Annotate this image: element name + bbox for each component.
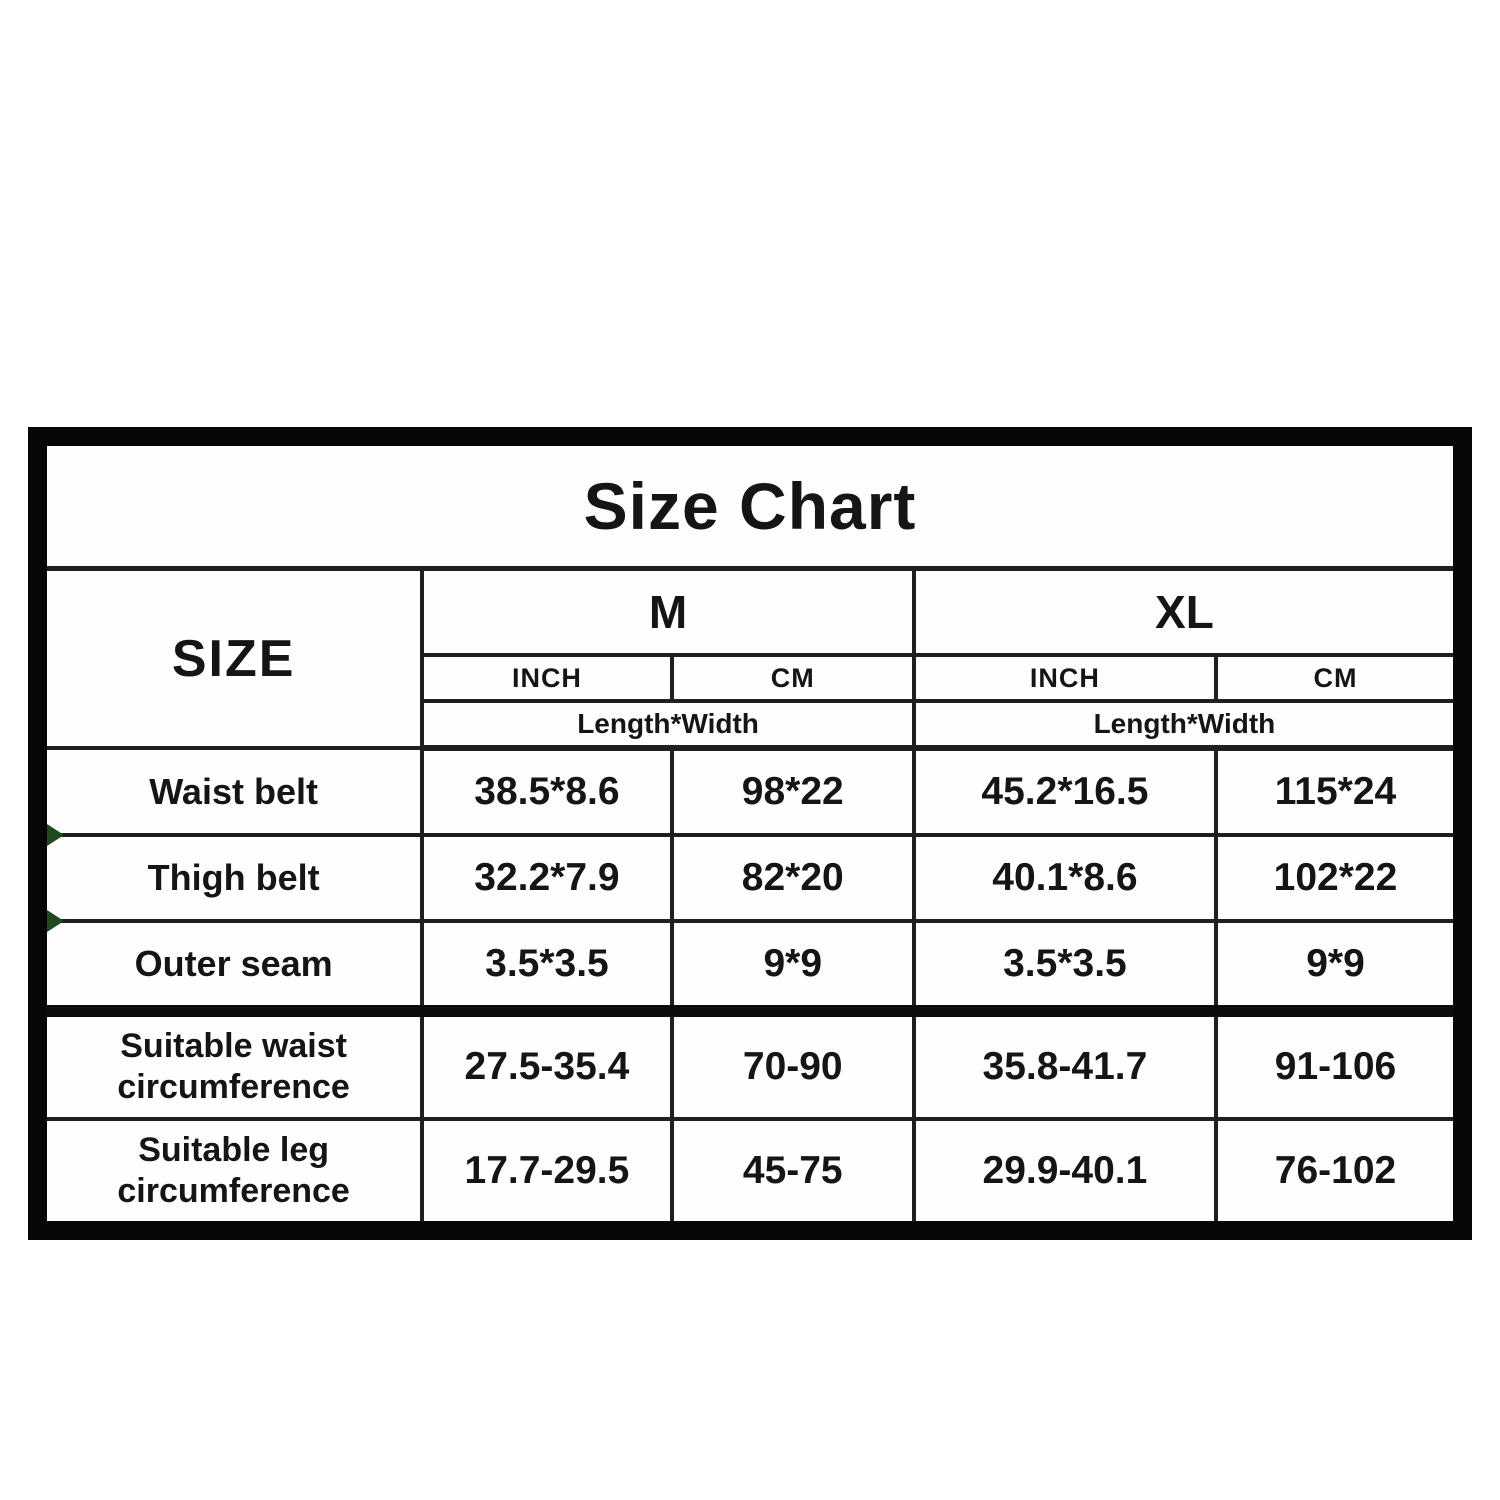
row-label: Waist belt	[38, 748, 423, 835]
cell-value: 3.5*3.5	[914, 921, 1216, 1011]
cell-value: 35.8-41.7	[914, 1011, 1216, 1119]
dimension-label-m: Length*Width	[422, 701, 914, 748]
table-row-waist-belt	[38, 748, 1463, 835]
cell-value: 40.1*8.6	[914, 835, 1216, 921]
row-label: Suitable leg circumference	[38, 1119, 423, 1231]
cell-value: 115*24	[1216, 748, 1463, 835]
size-column-m: M	[422, 569, 914, 656]
unit-m-cm: CM	[672, 655, 914, 701]
table-row-thigh-belt	[38, 835, 1463, 921]
cell-value: 45.2*16.5	[914, 748, 1216, 835]
unit-m-inch: INCH	[422, 655, 671, 701]
row-label: Thigh belt	[38, 835, 423, 921]
green-marker-triangle	[47, 824, 64, 846]
size-header-row	[38, 569, 1463, 656]
cell-value: 27.5-35.4	[422, 1011, 671, 1119]
cell-value: 82*20	[672, 835, 914, 921]
cell-value: 76-102	[1216, 1119, 1463, 1231]
row-label: Outer seam	[38, 921, 423, 1011]
cell-value: 32.2*7.9	[422, 835, 671, 921]
cell-value: 45-75	[672, 1119, 914, 1231]
row-label: Suitable waist circumference	[38, 1011, 423, 1119]
size-chart-title: Size Chart	[38, 437, 1463, 569]
size-chart-table	[28, 427, 1472, 1240]
size-chart	[28, 427, 1472, 1240]
table-row-outer-seam	[38, 921, 1463, 1011]
cell-value: 17.7-29.5	[422, 1119, 671, 1231]
cell-value: 29.9-40.1	[914, 1119, 1216, 1231]
cell-value: 9*9	[672, 921, 914, 1011]
cell-value: 9*9	[1216, 921, 1463, 1011]
table-row-suitable-waist	[38, 1011, 1463, 1119]
green-marker-triangle	[47, 910, 64, 932]
size-corner-header: SIZE	[38, 569, 423, 749]
cell-value: 3.5*3.5	[422, 921, 671, 1011]
size-column-xl: XL	[914, 569, 1463, 656]
unit-xl-inch: INCH	[914, 655, 1216, 701]
table-row-suitable-leg	[38, 1119, 1463, 1231]
cell-value: 91-106	[1216, 1011, 1463, 1119]
cell-value: 102*22	[1216, 835, 1463, 921]
cell-value: 38.5*8.6	[422, 748, 671, 835]
unit-xl-cm: CM	[1216, 655, 1463, 701]
cell-value: 98*22	[672, 748, 914, 835]
dimension-label-xl: Length*Width	[914, 701, 1463, 748]
cell-value: 70-90	[672, 1011, 914, 1119]
title-row	[38, 437, 1463, 569]
